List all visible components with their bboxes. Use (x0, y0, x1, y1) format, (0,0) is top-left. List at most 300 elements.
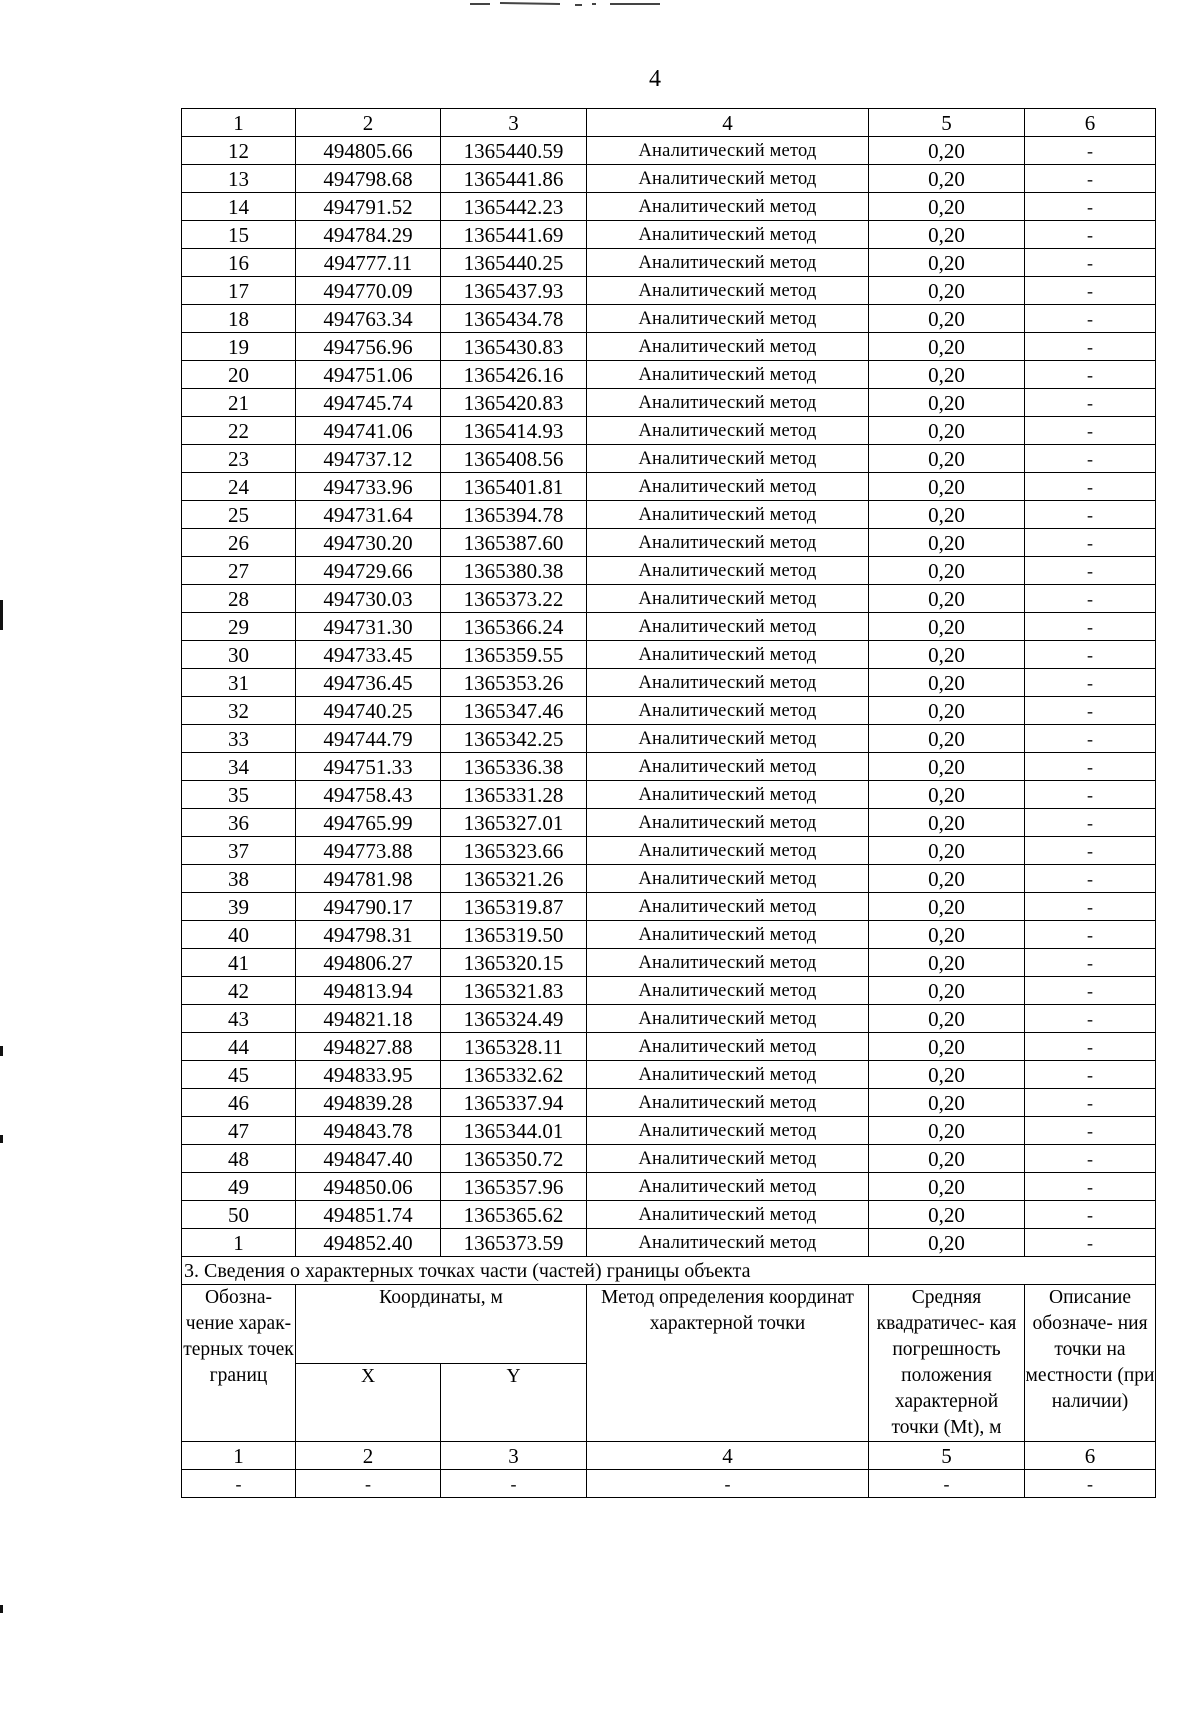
method-cell: Аналитический метод (587, 1033, 869, 1061)
accuracy-cell: 0,20 (869, 585, 1025, 613)
y-coordinate-cell: 1365350.72 (441, 1145, 587, 1173)
x-coordinate-cell: 494839.28 (296, 1089, 441, 1117)
section3-empty-row (182, 1470, 1156, 1498)
table-row (182, 501, 1156, 529)
empty-cell: - (296, 1470, 441, 1498)
point-number-cell: 41 (182, 949, 296, 977)
method-cell: Аналитический метод (587, 641, 869, 669)
description-cell: - (1025, 1201, 1156, 1229)
table-row (182, 1201, 1156, 1229)
description-cell: - (1025, 669, 1156, 697)
description-cell: - (1025, 1033, 1156, 1061)
header-x: X (296, 1363, 441, 1442)
x-coordinate-cell: 494751.33 (296, 753, 441, 781)
x-coordinate-cell: 494731.64 (296, 501, 441, 529)
method-cell: Аналитический метод (587, 781, 869, 809)
description-cell: - (1025, 585, 1156, 613)
point-number-cell: 14 (182, 193, 296, 221)
x-coordinate-cell: 494751.06 (296, 361, 441, 389)
description-cell: - (1025, 1145, 1156, 1173)
table-row (182, 1005, 1156, 1033)
description-cell: - (1025, 445, 1156, 473)
table-row (182, 137, 1156, 165)
y-coordinate-cell: 1365394.78 (441, 501, 587, 529)
x-coordinate-cell: 494756.96 (296, 333, 441, 361)
y-coordinate-cell: 1365426.16 (441, 361, 587, 389)
x-coordinate-cell: 494731.30 (296, 613, 441, 641)
col-number: 4 (587, 109, 869, 137)
x-coordinate-cell: 494773.88 (296, 837, 441, 865)
x-coordinate-cell: 494730.03 (296, 585, 441, 613)
point-number-cell: 27 (182, 557, 296, 585)
column-number-row (182, 109, 1156, 137)
section3-block (182, 1257, 1156, 1498)
table-row (182, 193, 1156, 221)
description-cell: - (1025, 1173, 1156, 1201)
empty-cell: - (587, 1470, 869, 1498)
point-number-cell: 29 (182, 613, 296, 641)
point-number-cell: 38 (182, 865, 296, 893)
point-number-cell: 24 (182, 473, 296, 501)
x-coordinate-cell: 494740.25 (296, 697, 441, 725)
table-row (182, 697, 1156, 725)
method-cell: Аналитический метод (587, 1229, 869, 1257)
x-coordinate-cell: 494850.06 (296, 1173, 441, 1201)
accuracy-cell: 0,20 (869, 1089, 1025, 1117)
x-coordinate-cell: 494736.45 (296, 669, 441, 697)
empty-cell: - (441, 1470, 587, 1498)
method-cell: Аналитический метод (587, 1061, 869, 1089)
y-coordinate-cell: 1365332.62 (441, 1061, 587, 1089)
description-cell: - (1025, 921, 1156, 949)
header-error: Средняя квадратичес- кая погрешность положения характерной точки (Mt), м (869, 1285, 1025, 1442)
y-coordinate-cell: 1365344.01 (441, 1117, 587, 1145)
accuracy-cell: 0,20 (869, 165, 1025, 193)
point-number-cell: 34 (182, 753, 296, 781)
point-number-cell: 25 (182, 501, 296, 529)
y-coordinate-cell: 1365321.83 (441, 977, 587, 1005)
description-cell: - (1025, 753, 1156, 781)
x-coordinate-cell: 494744.79 (296, 725, 441, 753)
table-row (182, 725, 1156, 753)
description-cell: - (1025, 781, 1156, 809)
x-coordinate-cell: 494770.09 (296, 277, 441, 305)
y-coordinate-cell: 1365353.26 (441, 669, 587, 697)
point-number-cell: 17 (182, 277, 296, 305)
accuracy-cell: 0,20 (869, 1061, 1025, 1089)
accuracy-cell: 0,20 (869, 921, 1025, 949)
accuracy-cell: 0,20 (869, 221, 1025, 249)
col-number: 1 (182, 109, 296, 137)
method-cell: Аналитический метод (587, 1145, 869, 1173)
accuracy-cell: 0,20 (869, 949, 1025, 977)
method-cell: Аналитический метод (587, 809, 869, 837)
scan-edge-mark (0, 1046, 3, 1056)
accuracy-cell: 0,20 (869, 669, 1025, 697)
table-row (182, 445, 1156, 473)
table-row (182, 781, 1156, 809)
table-row (182, 1061, 1156, 1089)
point-number-cell: 47 (182, 1117, 296, 1145)
x-coordinate-cell: 494777.11 (296, 249, 441, 277)
accuracy-cell: 0,20 (869, 305, 1025, 333)
point-number-cell: 26 (182, 529, 296, 557)
table-row (182, 977, 1156, 1005)
col-number: 2 (296, 109, 441, 137)
x-coordinate-cell: 494791.52 (296, 193, 441, 221)
accuracy-cell: 0,20 (869, 865, 1025, 893)
description-cell: - (1025, 221, 1156, 249)
accuracy-cell: 0,20 (869, 753, 1025, 781)
point-number-cell: 45 (182, 1061, 296, 1089)
point-number-cell: 33 (182, 725, 296, 753)
y-coordinate-cell: 1365336.38 (441, 753, 587, 781)
x-coordinate-cell: 494733.45 (296, 641, 441, 669)
y-coordinate-cell: 1365320.15 (441, 949, 587, 977)
description-cell: - (1025, 1061, 1156, 1089)
y-coordinate-cell: 1365430.83 (441, 333, 587, 361)
description-cell: - (1025, 361, 1156, 389)
point-number-cell: 13 (182, 165, 296, 193)
x-coordinate-cell: 494765.99 (296, 809, 441, 837)
y-coordinate-cell: 1365324.49 (441, 1005, 587, 1033)
point-number-cell: 31 (182, 669, 296, 697)
accuracy-cell: 0,20 (869, 893, 1025, 921)
accuracy-cell: 0,20 (869, 1173, 1025, 1201)
method-cell: Аналитический метод (587, 725, 869, 753)
accuracy-cell: 0,20 (869, 277, 1025, 305)
header-description: Описание обозначе- ния точки на местности (при наличии) (1025, 1285, 1156, 1442)
point-number-cell: 43 (182, 1005, 296, 1033)
table-row (182, 333, 1156, 361)
method-cell: Аналитический метод (587, 1117, 869, 1145)
scan-edge-mark (0, 1605, 3, 1613)
y-coordinate-cell: 1365347.46 (441, 697, 587, 725)
empty-cell: - (182, 1470, 296, 1498)
empty-cell: - (869, 1470, 1025, 1498)
table-row (182, 529, 1156, 557)
accuracy-cell: 0,20 (869, 445, 1025, 473)
method-cell: Аналитический метод (587, 921, 869, 949)
point-number-cell: 40 (182, 921, 296, 949)
y-coordinate-cell: 1365357.96 (441, 1173, 587, 1201)
method-cell: Аналитический метод (587, 445, 869, 473)
table-row (182, 949, 1156, 977)
section3-title-row (182, 1257, 1156, 1285)
x-coordinate-cell: 494851.74 (296, 1201, 441, 1229)
table-row (182, 417, 1156, 445)
x-coordinate-cell: 494729.66 (296, 557, 441, 585)
table-row (182, 669, 1156, 697)
x-coordinate-cell: 494833.95 (296, 1061, 441, 1089)
point-number-cell: 12 (182, 137, 296, 165)
accuracy-cell: 0,20 (869, 557, 1025, 585)
y-coordinate-cell: 1365328.11 (441, 1033, 587, 1061)
point-number-cell: 18 (182, 305, 296, 333)
y-coordinate-cell: 1365373.59 (441, 1229, 587, 1257)
description-cell: - (1025, 1005, 1156, 1033)
accuracy-cell: 0,20 (869, 725, 1025, 753)
y-coordinate-cell: 1365420.83 (441, 389, 587, 417)
accuracy-cell: 0,20 (869, 641, 1025, 669)
x-coordinate-cell: 494798.68 (296, 165, 441, 193)
description-cell: - (1025, 809, 1156, 837)
x-coordinate-cell: 494781.98 (296, 865, 441, 893)
method-cell: Аналитический метод (587, 977, 869, 1005)
table-row (182, 1117, 1156, 1145)
x-coordinate-cell: 494847.40 (296, 1145, 441, 1173)
y-coordinate-cell: 1365387.60 (441, 529, 587, 557)
method-cell: Аналитический метод (587, 137, 869, 165)
x-coordinate-cell: 494737.12 (296, 445, 441, 473)
y-coordinate-cell: 1365342.25 (441, 725, 587, 753)
y-coordinate-cell: 1365365.62 (441, 1201, 587, 1229)
x-coordinate-cell: 494852.40 (296, 1229, 441, 1257)
col-number: 2 (296, 1442, 441, 1470)
accuracy-cell: 0,20 (869, 1229, 1025, 1257)
header-y: Y (441, 1363, 587, 1442)
y-coordinate-cell: 1365441.86 (441, 165, 587, 193)
method-cell: Аналитический метод (587, 893, 869, 921)
accuracy-cell: 0,20 (869, 473, 1025, 501)
point-number-cell: 36 (182, 809, 296, 837)
table-row (182, 641, 1156, 669)
accuracy-cell: 0,20 (869, 837, 1025, 865)
y-coordinate-cell: 1365442.23 (441, 193, 587, 221)
accuracy-cell: 0,20 (869, 417, 1025, 445)
description-cell: - (1025, 557, 1156, 585)
point-number-cell: 39 (182, 893, 296, 921)
y-coordinate-cell: 1365434.78 (441, 305, 587, 333)
col-number: 3 (441, 109, 587, 137)
y-coordinate-cell: 1365359.55 (441, 641, 587, 669)
table-row (182, 585, 1156, 613)
description-cell: - (1025, 1117, 1156, 1145)
description-cell: - (1025, 977, 1156, 1005)
header-method: Метод определения координат характерной точки (587, 1285, 869, 1442)
point-number-cell: 35 (182, 781, 296, 809)
table-row (182, 557, 1156, 585)
y-coordinate-cell: 1365331.28 (441, 781, 587, 809)
y-coordinate-cell: 1365337.94 (441, 1089, 587, 1117)
method-cell: Аналитический метод (587, 221, 869, 249)
method-cell: Аналитический метод (587, 473, 869, 501)
accuracy-cell: 0,20 (869, 1201, 1025, 1229)
section3-title: 3. Сведения о характерных точках части (частей) границы объекта (182, 1257, 1156, 1285)
point-number-cell: 44 (182, 1033, 296, 1061)
method-cell: Аналитический метод (587, 333, 869, 361)
x-coordinate-cell: 494763.34 (296, 305, 441, 333)
coordinates-table-body (182, 109, 1156, 1257)
table-row (182, 921, 1156, 949)
accuracy-cell: 0,20 (869, 137, 1025, 165)
method-cell: Аналитический метод (587, 417, 869, 445)
y-coordinate-cell: 1365440.25 (441, 249, 587, 277)
point-number-cell: 19 (182, 333, 296, 361)
point-number-cell: 20 (182, 361, 296, 389)
method-cell: Аналитический метод (587, 361, 869, 389)
method-cell: Аналитический метод (587, 193, 869, 221)
method-cell: Аналитический метод (587, 557, 869, 585)
description-cell: - (1025, 277, 1156, 305)
y-coordinate-cell: 1365319.50 (441, 921, 587, 949)
description-cell: - (1025, 893, 1156, 921)
description-cell: - (1025, 137, 1156, 165)
x-coordinate-cell: 494758.43 (296, 781, 441, 809)
point-number-cell: 42 (182, 977, 296, 1005)
y-coordinate-cell: 1365414.93 (441, 417, 587, 445)
x-coordinate-cell: 494827.88 (296, 1033, 441, 1061)
x-coordinate-cell: 494806.27 (296, 949, 441, 977)
point-number-cell: 50 (182, 1201, 296, 1229)
x-coordinate-cell: 494813.94 (296, 977, 441, 1005)
table-row (182, 473, 1156, 501)
method-cell: Аналитический метод (587, 1005, 869, 1033)
accuracy-cell: 0,20 (869, 977, 1025, 1005)
method-cell: Аналитический метод (587, 529, 869, 557)
y-coordinate-cell: 1365323.66 (441, 837, 587, 865)
y-coordinate-cell: 1365380.38 (441, 557, 587, 585)
col-number: 6 (1025, 109, 1156, 137)
x-coordinate-cell: 494741.06 (296, 417, 441, 445)
table-row (182, 221, 1156, 249)
method-cell: Аналитический метод (587, 585, 869, 613)
y-coordinate-cell: 1365440.59 (441, 137, 587, 165)
col-number: 3 (441, 1442, 587, 1470)
y-coordinate-cell: 1365373.22 (441, 585, 587, 613)
table-row (182, 753, 1156, 781)
method-cell: Аналитический метод (587, 753, 869, 781)
description-cell: - (1025, 949, 1156, 977)
point-number-cell: 49 (182, 1173, 296, 1201)
method-cell: Аналитический метод (587, 165, 869, 193)
table-row (182, 613, 1156, 641)
description-cell: - (1025, 1089, 1156, 1117)
point-number-cell: 21 (182, 389, 296, 417)
y-coordinate-cell: 1365441.69 (441, 221, 587, 249)
accuracy-cell: 0,20 (869, 1117, 1025, 1145)
scan-edge-mark (0, 1135, 3, 1143)
accuracy-cell: 0,20 (869, 809, 1025, 837)
point-number-cell: 15 (182, 221, 296, 249)
table-row (182, 305, 1156, 333)
x-coordinate-cell: 494784.29 (296, 221, 441, 249)
description-cell: - (1025, 473, 1156, 501)
table-row (182, 165, 1156, 193)
col-number: 6 (1025, 1442, 1156, 1470)
table-row (182, 1229, 1156, 1257)
col-number: 4 (587, 1442, 869, 1470)
table-row (182, 277, 1156, 305)
y-coordinate-cell: 1365366.24 (441, 613, 587, 641)
description-cell: - (1025, 417, 1156, 445)
table-row (182, 249, 1156, 277)
description-cell: - (1025, 697, 1156, 725)
table-row (182, 893, 1156, 921)
point-number-cell: 23 (182, 445, 296, 473)
y-coordinate-cell: 1365327.01 (441, 809, 587, 837)
x-coordinate-cell: 494798.31 (296, 921, 441, 949)
table-row (182, 1089, 1156, 1117)
description-cell: - (1025, 305, 1156, 333)
accuracy-cell: 0,20 (869, 781, 1025, 809)
scan-edge-mark (0, 600, 3, 630)
y-coordinate-cell: 1365319.87 (441, 893, 587, 921)
description-cell: - (1025, 249, 1156, 277)
method-cell: Аналитический метод (587, 501, 869, 529)
accuracy-cell: 0,20 (869, 1145, 1025, 1173)
x-coordinate-cell: 494805.66 (296, 137, 441, 165)
point-number-cell: 37 (182, 837, 296, 865)
description-cell: - (1025, 501, 1156, 529)
table-row (182, 809, 1156, 837)
description-cell: - (1025, 865, 1156, 893)
col-number: 5 (869, 109, 1025, 137)
x-coordinate-cell: 494733.96 (296, 473, 441, 501)
point-number-cell: 1 (182, 1229, 296, 1257)
table-row (182, 837, 1156, 865)
page-number: 4 (649, 66, 661, 92)
x-coordinate-cell: 494843.78 (296, 1117, 441, 1145)
method-cell: Аналитический метод (587, 613, 869, 641)
accuracy-cell: 0,20 (869, 249, 1025, 277)
point-number-cell: 16 (182, 249, 296, 277)
accuracy-cell: 0,20 (869, 501, 1025, 529)
method-cell: Аналитический метод (587, 1089, 869, 1117)
accuracy-cell: 0,20 (869, 193, 1025, 221)
y-coordinate-cell: 1365408.56 (441, 445, 587, 473)
accuracy-cell: 0,20 (869, 389, 1025, 417)
point-number-cell: 32 (182, 697, 296, 725)
description-cell: - (1025, 725, 1156, 753)
accuracy-cell: 0,20 (869, 529, 1025, 557)
method-cell: Аналитический метод (587, 669, 869, 697)
description-cell: - (1025, 641, 1156, 669)
method-cell: Аналитический метод (587, 949, 869, 977)
description-cell: - (1025, 613, 1156, 641)
x-coordinate-cell: 494821.18 (296, 1005, 441, 1033)
table-row (182, 865, 1156, 893)
description-cell: - (1025, 333, 1156, 361)
description-cell: - (1025, 837, 1156, 865)
method-cell: Аналитический метод (587, 305, 869, 333)
description-cell: - (1025, 1229, 1156, 1257)
header-coordinates: Координаты, м (296, 1285, 587, 1364)
x-coordinate-cell: 494730.20 (296, 529, 441, 557)
point-number-cell: 46 (182, 1089, 296, 1117)
method-cell: Аналитический метод (587, 697, 869, 725)
y-coordinate-cell: 1365437.93 (441, 277, 587, 305)
coordinates-table (181, 108, 1156, 1498)
method-cell: Аналитический метод (587, 1173, 869, 1201)
table-row (182, 361, 1156, 389)
accuracy-cell: 0,20 (869, 613, 1025, 641)
section3-column-number-row (182, 1442, 1156, 1470)
method-cell: Аналитический метод (587, 837, 869, 865)
header-designation: Обозна- чение харак- терных точек границ (182, 1285, 296, 1442)
point-number-cell: 22 (182, 417, 296, 445)
accuracy-cell: 0,20 (869, 361, 1025, 389)
y-coordinate-cell: 1365321.26 (441, 865, 587, 893)
description-cell: - (1025, 389, 1156, 417)
col-number: 5 (869, 1442, 1025, 1470)
table-row (182, 389, 1156, 417)
y-coordinate-cell: 1365401.81 (441, 473, 587, 501)
point-number-cell: 28 (182, 585, 296, 613)
description-cell: - (1025, 529, 1156, 557)
method-cell: Аналитический метод (587, 277, 869, 305)
method-cell: Аналитический метод (587, 249, 869, 277)
